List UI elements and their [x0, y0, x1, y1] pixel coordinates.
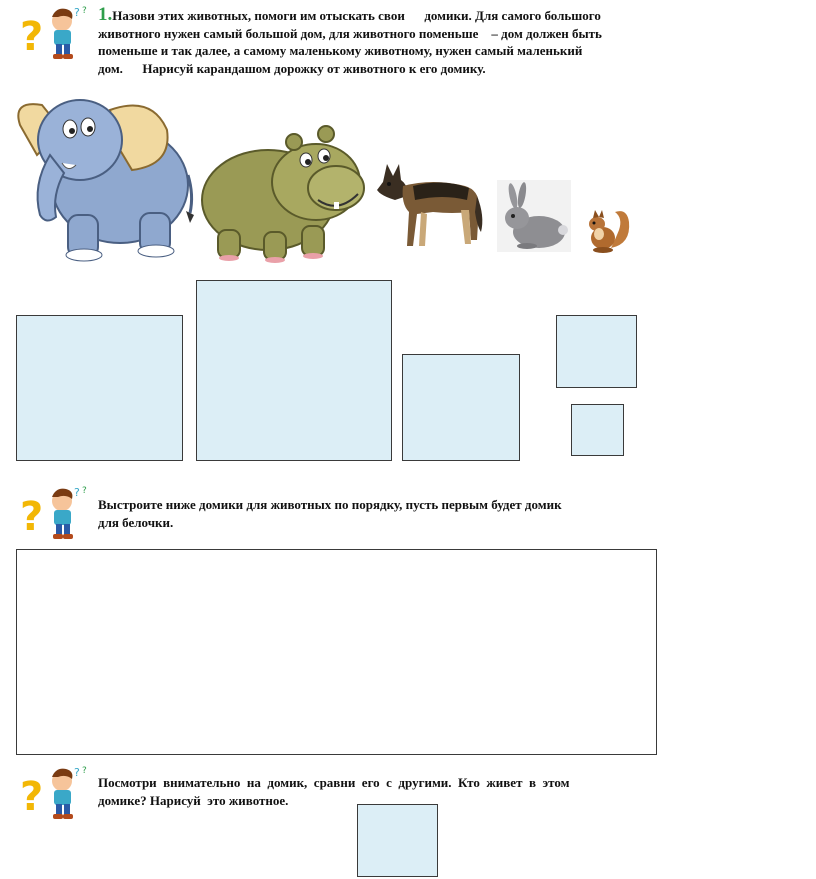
svg-text:?: ? — [74, 6, 80, 19]
thinking-boy-icon — [16, 484, 90, 542]
task2-text — [98, 496, 658, 531]
task1-line4: дом. Нарисуй карандашом дорожку от животного к его домику. — [98, 60, 486, 76]
house-large-left[interactable] — [16, 315, 183, 461]
rabbit-picture — [497, 180, 571, 252]
svg-text:?: ? — [20, 774, 44, 820]
house-largest[interactable] — [196, 280, 392, 461]
svg-text:?: ? — [20, 494, 44, 540]
house-smallest[interactable] — [571, 404, 624, 456]
wolf-picture — [373, 156, 485, 254]
task3-line1: Посмотри внимательно на домик, сравни его с другими. Кто живет в этом — [98, 775, 570, 790]
task3-text — [98, 774, 598, 809]
squirrel-picture — [585, 204, 631, 254]
svg-text:?: ? — [82, 6, 87, 16]
hippo-picture — [198, 122, 368, 264]
task1-line1: Назови этих животных, помоги им отыскать свои домики. Для самого большого — [112, 8, 601, 23]
arrange-houses-area[interactable] — [16, 549, 657, 755]
task3-line2: домике? Нарисуй это животное. — [98, 792, 289, 808]
house-compare[interactable] — [357, 804, 438, 877]
task1-line2: животного нужен самый большой дом, для животного поменьше – дом должен быть — [98, 25, 602, 41]
elephant-picture — [2, 85, 198, 265]
svg-text:?: ? — [74, 486, 80, 499]
svg-text:?: ? — [82, 766, 87, 776]
house-medium[interactable] — [402, 354, 520, 461]
thinking-boy-icon — [16, 4, 90, 62]
task1-number: 1. — [98, 4, 113, 25]
svg-text:?: ? — [74, 766, 80, 779]
task1-text — [98, 6, 658, 77]
task2-line1: Выстроите ниже домики для животных по порядку, пусть первым будет домик — [98, 497, 562, 512]
task1-line3: поменьше и так далее, а самому маленькому животному, нужен самый маленький — [98, 43, 583, 58]
house-small[interactable] — [556, 315, 637, 388]
task2-line2: для белочки. — [98, 514, 174, 530]
thinking-boy-icon — [16, 764, 90, 822]
svg-text:?: ? — [20, 14, 44, 60]
svg-text:?: ? — [82, 486, 87, 496]
